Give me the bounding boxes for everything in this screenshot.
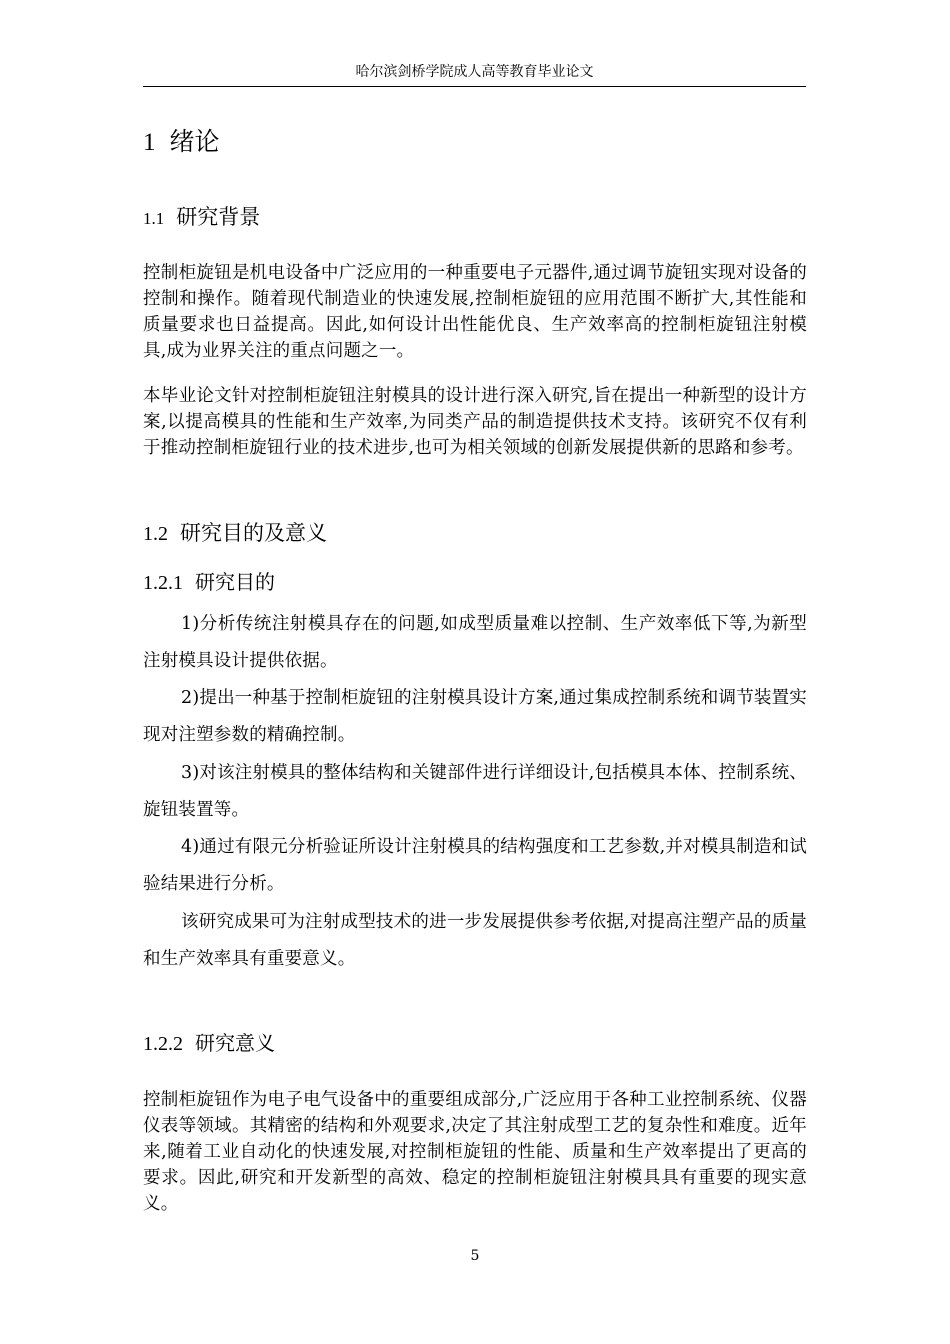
section-number: 1.2 [143,523,168,545]
list-item: 3)对该注射模具的整体结构和关键部件进行详细设计,包括模具本体、控制系统、旋钮装置等。 [143,763,807,820]
section-number: 1.1 [143,209,165,228]
subsection-title: 研究意义 [195,1031,275,1055]
section-title: 研究目的及意义 [180,521,327,545]
paragraph: 控制柜旋钮作为电子电气设备中的重要组成部分,广泛应用于各种工业控制系统、仪器仪表等领域。其精密的结构和外观要求,决定了其注射成型工艺的复杂性和难度。近年来,随着工业自动化的快速发展,对控制柜旋钮的性能、质量和生产效率提出了更高的要求。因此,研究和开发新型的高效、稳定的控制柜旋钮注射模具具有重要的现实意义。 [143,1090,807,1214]
section-title: 研究背景 [176,205,261,229]
running-header: 哈尔滨剑桥学院成人高等教育毕业论文 [143,62,806,87]
chapter-number: 1 [143,129,156,156]
section-heading-1-1 [143,201,260,231]
paragraph: 控制柜旋钮是机电设备中广泛应用的一种重要电子元器件,通过调节旋钮实现对设备的控制和操作。随着现代制造业的快速发展,控制柜旋钮的应用范围不断扩大,其性能和质量要求也日益提高。因此,如何设计出性能优良、生产效率高的控制柜旋钮注射模具,成为业界关注的重点问题之一。 [143,263,807,361]
list-item: 该研究成果可为注射成型技术的进一步发展提供参考依据,对提高注塑产品的质量和生产效率具有重要意义。 [143,912,807,969]
chapter-title: 绪论 [169,127,220,156]
section-heading-1-2 [143,517,327,547]
chapter-heading [143,122,220,158]
subsection-heading-1-2-2 [143,1027,275,1056]
subsection-heading-1-2-1 [143,566,275,595]
subsection-number: 1.2.1 [143,572,183,594]
page-number: 5 [470,1248,480,1264]
list-item: 4)通过有限元分析验证所设计注射模具的结构强度和工艺参数,并对模具制造和试验结果进行分析。 [143,837,807,894]
list-item: 2)提出一种基于控制柜旋钮的注射模具设计方案,通过集成控制系统和调节装置实现对注塑参数的精确控制。 [143,688,807,745]
subsection-number: 1.2.2 [143,1033,183,1055]
subsection-title: 研究目的 [195,570,275,594]
list-item: 1)分析传统注射模具存在的问题,如成型质量难以控制、生产效率低下等,为新型注射模具设计提供依据。 [143,614,807,671]
paragraph: 本毕业论文针对控制柜旋钮注射模具的设计进行深入研究,旨在提出一种新型的设计方案,以提高模具的性能和生产效率,为同类产品的制造提供技术支持。该研究不仅有利于推动控制柜旋钮行业的技术进步,也可为相关领域的创新发展提供新的思路和参考。 [143,386,807,458]
